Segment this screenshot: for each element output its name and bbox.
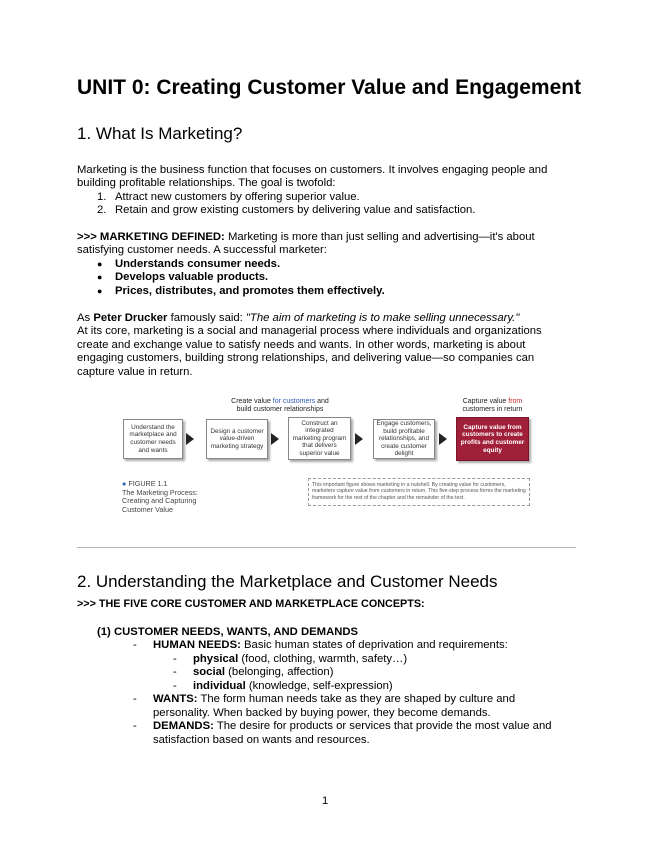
figure-label: ● FIGURE 1.1 The Marketing Process: Creating and Capturing Customer Value bbox=[122, 479, 198, 514]
dash-icon: - bbox=[133, 720, 137, 732]
core-line: At its core, marketing is a social and managerial process where individuals and organizations bbox=[77, 325, 542, 337]
need-item: - individual (knowledge, self-expression) bbox=[173, 680, 393, 692]
concepts-label: >>> THE FIVE CORE CUSTOMER AND MARKETPLACE CONCEPTS: bbox=[77, 598, 425, 610]
demands-item: - DEMANDS: The desire for products or services that provide the most value and bbox=[133, 720, 552, 732]
goal-item bbox=[97, 204, 475, 218]
demands-line-2: satisfaction based on wants and resources. bbox=[153, 734, 370, 746]
figure-note: This important figure shows marketing in a nutshell. By creating value for customers, marketers capture value from customers in return. This five-step process forms the marketing framework for the rest of the chapter and the remainder of the text. bbox=[308, 478, 530, 506]
bullet-icon: ● bbox=[97, 272, 103, 282]
goal-text: Attract new customers by offering superior value. bbox=[115, 191, 360, 203]
section-1-heading: 1. What Is Marketing? bbox=[77, 124, 243, 143]
process-step-understand: Understand the marketplace and customer needs and wants bbox=[123, 419, 183, 459]
section-divider bbox=[77, 547, 576, 548]
bullet-item: ● Prices, distributes, and promotes them effectively. bbox=[97, 285, 385, 297]
process-step-construct: Construct an integrated marketing program that delivers superior value bbox=[288, 417, 351, 460]
figure-caption-create: Create value for customers and build customer relationships bbox=[231, 398, 329, 413]
drucker-quote: As Peter Drucker famously said: "The aim of marketing is to make selling unnecessary." bbox=[77, 312, 520, 324]
dash-icon: - bbox=[173, 680, 177, 692]
page-title: UNIT 0: Creating Customer Value and Engagement bbox=[77, 76, 582, 99]
need-item: - social (belonging, affection) bbox=[173, 666, 334, 678]
marketing-process-figure bbox=[120, 396, 540, 521]
definition-line-2: satisfying customer needs. A successful marketer: bbox=[77, 244, 327, 256]
arrow-icon bbox=[439, 433, 447, 445]
subsection-heading: (1) CUSTOMER NEEDS, WANTS, AND DEMANDS bbox=[97, 626, 359, 638]
dash-icon: - bbox=[173, 666, 177, 678]
dash-icon: - bbox=[133, 693, 137, 705]
bullet-item: ● Develops valuable products. bbox=[97, 271, 269, 283]
bullet-icon: ● bbox=[97, 286, 103, 296]
definition-line-1 bbox=[77, 231, 535, 245]
dash-icon: - bbox=[133, 639, 137, 651]
goal-item bbox=[97, 191, 360, 205]
definition-label: >>> MARKETING DEFINED: bbox=[77, 231, 225, 243]
human-needs-item: - HUMAN NEEDS: Basic human states of deprivation and requirements: bbox=[133, 639, 508, 651]
quote-text: "The aim of marketing is to make selling unnecessary." bbox=[245, 312, 520, 324]
wants-item: - WANTS: The form human needs take as they are shaped by culture and bbox=[133, 693, 516, 705]
goal-text: Retain and grow existing customers by delivering value and satisfaction. bbox=[115, 204, 476, 216]
core-line: engaging customers, building strong relationships, and delivering value—so companies can bbox=[77, 352, 535, 364]
goal-number: 1. bbox=[97, 191, 107, 203]
arrow-icon bbox=[355, 433, 363, 445]
section-2-heading: 2. Understanding the Marketplace and Customer Needs bbox=[77, 572, 498, 591]
core-line: create and exchange value to satisfy needs and wants. In other words, marketing is about bbox=[77, 339, 526, 351]
goal-number: 2. bbox=[97, 204, 107, 216]
intro-line-2: building profitable relationships. The goal is twofold: bbox=[77, 177, 336, 189]
bullet-icon: ● bbox=[97, 259, 103, 269]
intro-line-1: Marketing is the business function that focuses on customers. It involves engaging people and bbox=[77, 164, 548, 176]
process-step-engage: Engage customers, build profitable relationships, and create customer delight bbox=[373, 419, 435, 459]
quote-author: Peter Drucker bbox=[93, 312, 168, 324]
process-step-capture: Capture value from customers to create profits and customer equity bbox=[456, 417, 529, 461]
definition-text: Marketing is more than just selling and advertising—it's about bbox=[224, 231, 535, 243]
bullet-item: ● Understands consumer needs. bbox=[97, 258, 281, 270]
arrow-icon bbox=[271, 433, 279, 445]
core-line: capture value in return. bbox=[77, 366, 193, 378]
dash-icon: - bbox=[173, 653, 177, 665]
figure-bullet-icon: ● bbox=[122, 479, 127, 488]
arrow-icon bbox=[186, 433, 194, 445]
page-number: 1 bbox=[322, 795, 329, 807]
process-step-design: Design a customer value-driven marketing strategy bbox=[206, 419, 268, 459]
wants-line-2: personality. When backed by buying power, they become demands. bbox=[153, 707, 491, 719]
need-item: - physical (food, clothing, warmth, safety…) bbox=[173, 653, 408, 665]
figure-caption-capture: Capture value from customers in return bbox=[462, 398, 523, 413]
